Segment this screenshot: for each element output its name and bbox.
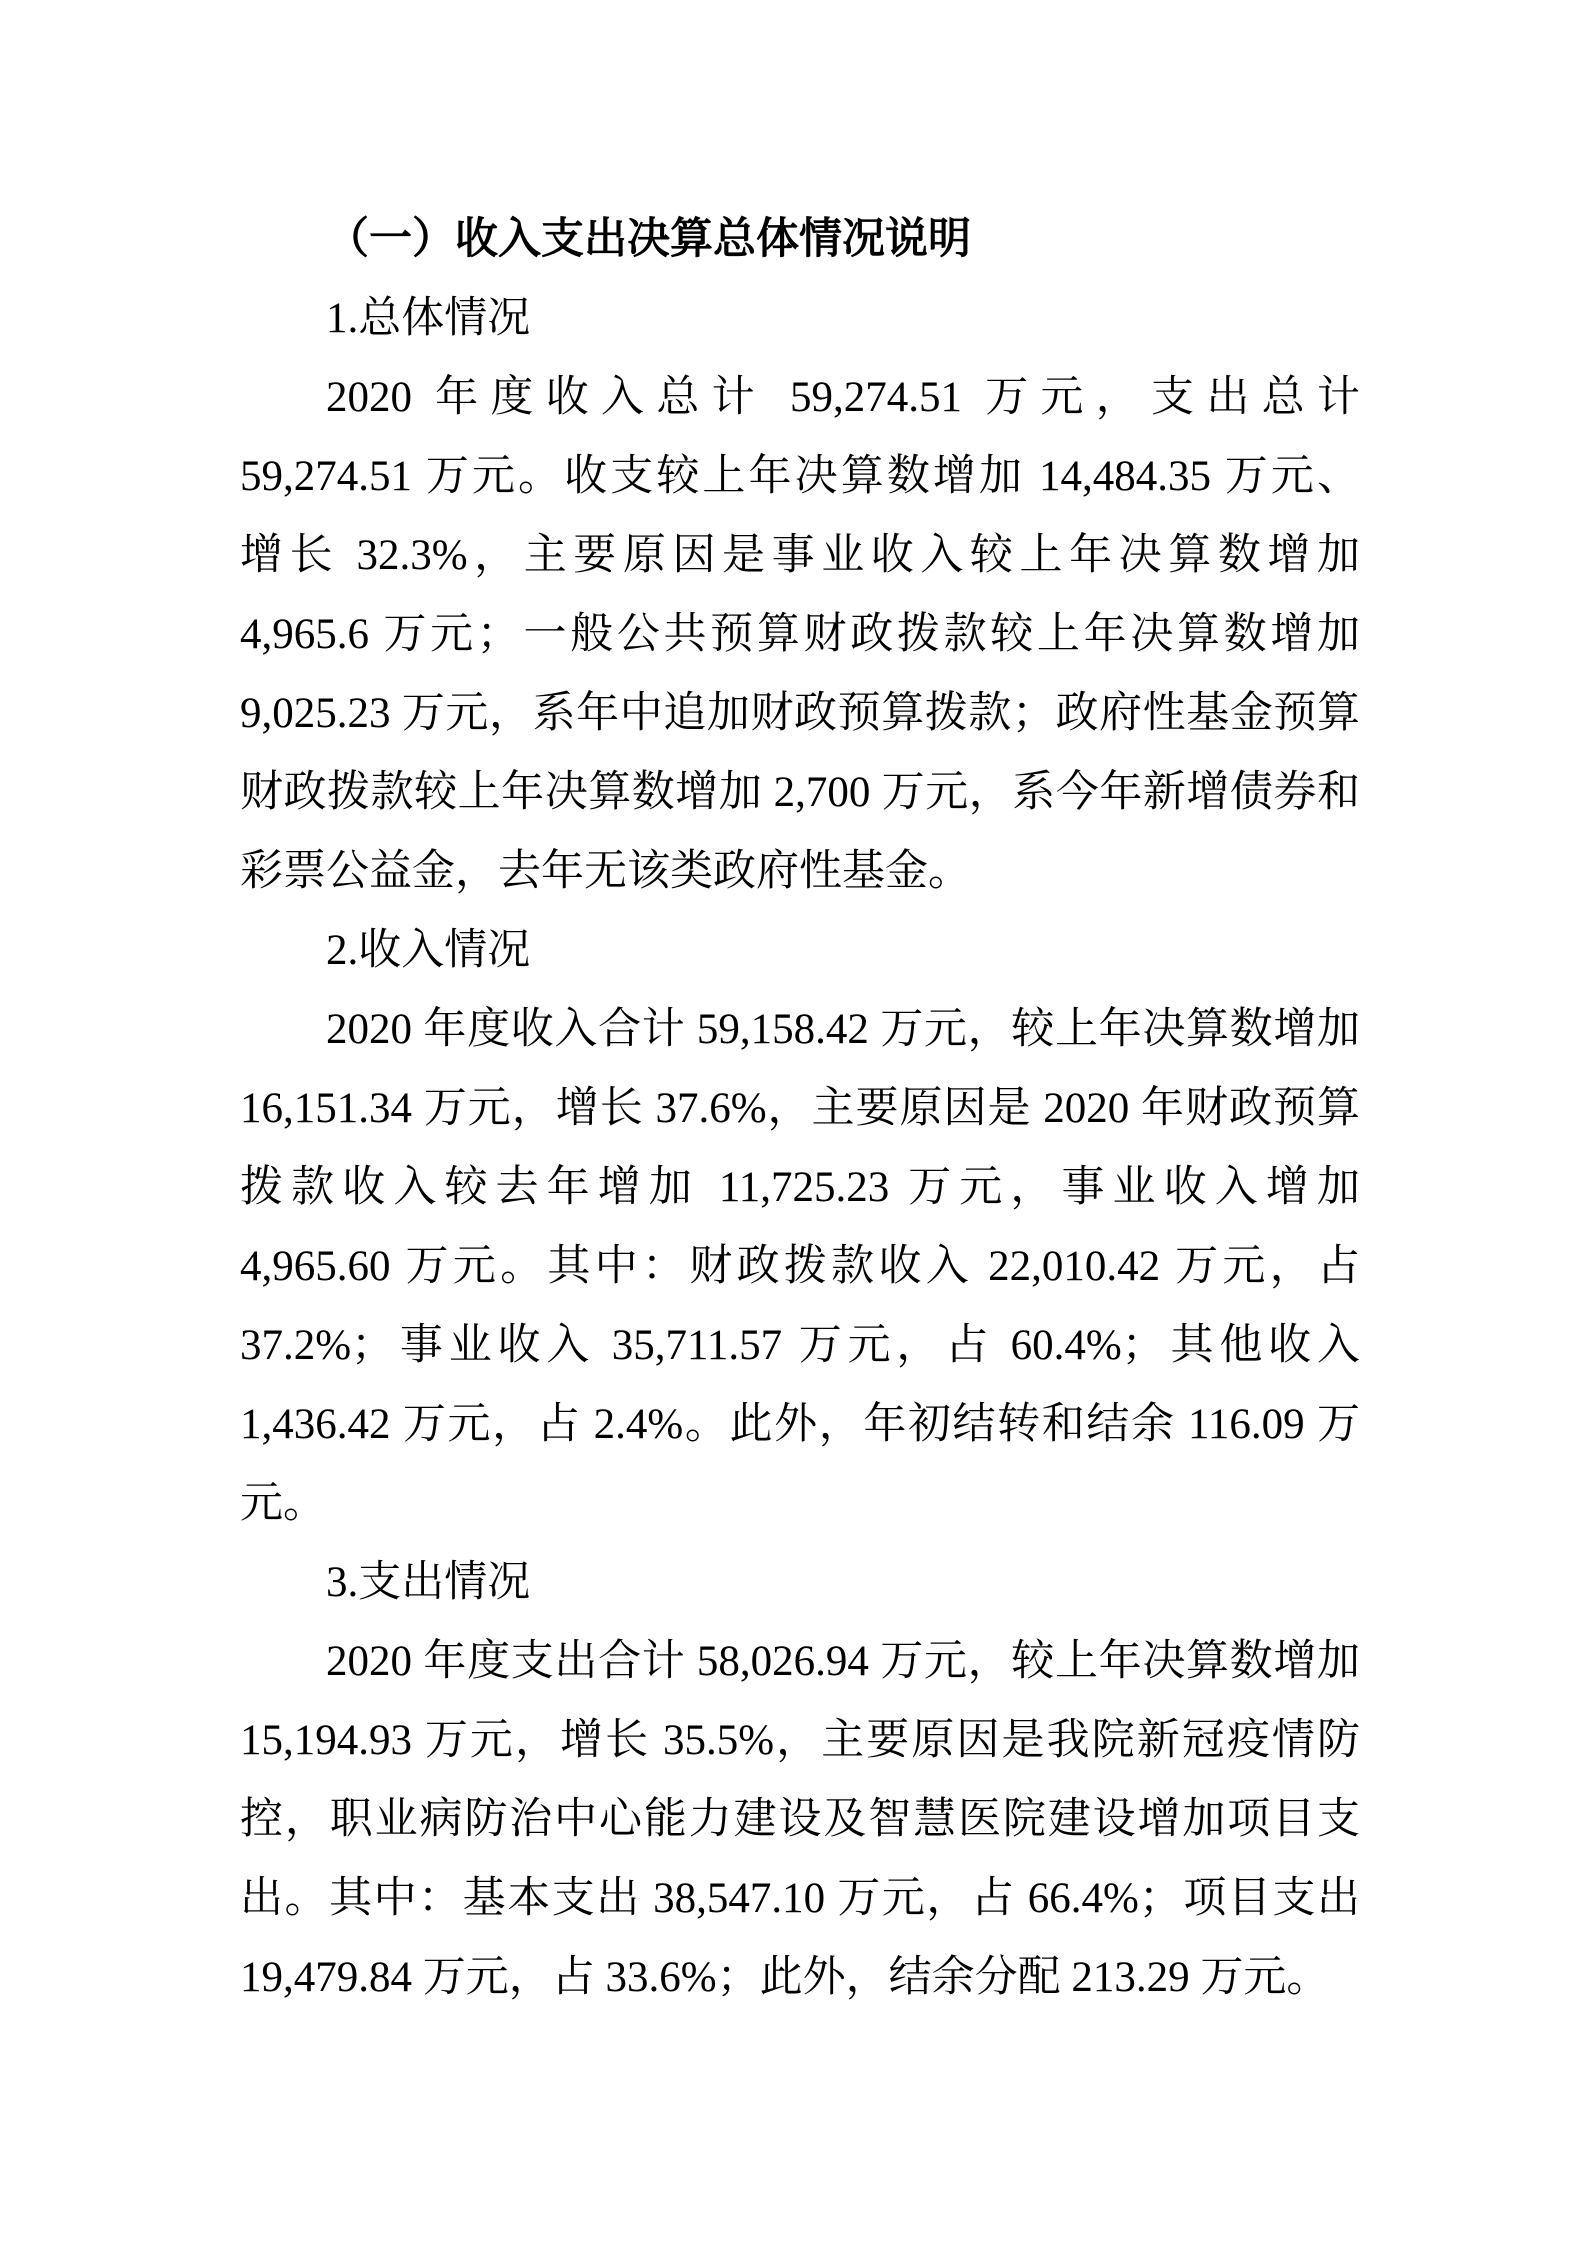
paragraph-line: 2020 年度收入合计 59,158.42 万元，较上年决算数增加 <box>326 1006 1360 1053</box>
paragraph <box>240 1622 1360 2017</box>
section-income <box>240 911 1360 1543</box>
paragraph-line: 出。其中：基本支出 38,547.10 万元，占 66.4%；项目支出 <box>240 1875 1360 1922</box>
paragraph-line: 元。 <box>240 1480 326 1527</box>
paragraph <box>240 990 1360 1543</box>
paragraph-line: 2020 年度收入总计 59,274.51 万元，支出总计 <box>326 374 1360 421</box>
paragraph-line: 15,194.93 万元，增长 35.5%，主要原因是我院新冠疫情防 <box>240 1717 1360 1764</box>
paragraph-line: 4,965.60 万元。其中：财政拨款收入 22,010.42 万元，占 <box>240 1243 1360 1290</box>
subsection-title-overall: 1.总体情况 <box>326 295 531 342</box>
paragraph-line: 37.2%；事业收入 35,711.57 万元，占 60.4%；其他收入 <box>240 1322 1360 1369</box>
paragraph-line: 增长 32.3%，主要原因是事业收入较上年决算数增加 <box>240 532 1360 579</box>
paragraph-line: 59,274.51 万元。收支较上年决算数增加 14,484.35 万元、 <box>240 453 1360 500</box>
paragraph-line: 9,025.23 万元，系年中追加财政预算拨款；政府性基金预算 <box>240 690 1360 737</box>
paragraph-line: 1,436.42 万元，占 2.4%。此外，年初结转和结余 116.09 万 <box>240 1401 1360 1448</box>
paragraph-line: 拨款收入较去年增加 11,725.23 万元，事业收入增加 <box>240 1164 1360 1211</box>
subsection-title-income: 2.收入情况 <box>326 927 531 974</box>
paragraph-line: 控，职业病防治中心能力建设及智慧医院建设增加项目支 <box>240 1796 1360 1843</box>
paragraph-line: 财政拨款较上年决算数增加 2,700 万元，系今年新增债券和 <box>240 769 1360 816</box>
paragraph-line: 彩票公益金，去年无该类政府性基金。 <box>240 848 971 895</box>
paragraph-line: 19,479.84 万元，占 33.6%；此外，结余分配 213.29 万元。 <box>240 1954 1330 2001</box>
paragraph <box>240 358 1360 911</box>
section-expenditure <box>240 1543 1360 2017</box>
section-overall <box>240 279 1360 911</box>
paragraph-line: 4,965.6 万元；一般公共预算财政拨款较上年决算数增加 <box>240 611 1360 658</box>
paragraph-line: 16,151.34 万元，增长 37.6%，主要原因是 2020 年财政预算 <box>240 1085 1360 1132</box>
paragraph-line: 2020 年度支出合计 58,026.94 万元，较上年决算数增加 <box>326 1638 1360 1685</box>
subsection-title-expenditure: 3.支出情况 <box>326 1559 531 1606</box>
section-heading: （一）收入支出决算总体情况说明 <box>326 216 971 263</box>
